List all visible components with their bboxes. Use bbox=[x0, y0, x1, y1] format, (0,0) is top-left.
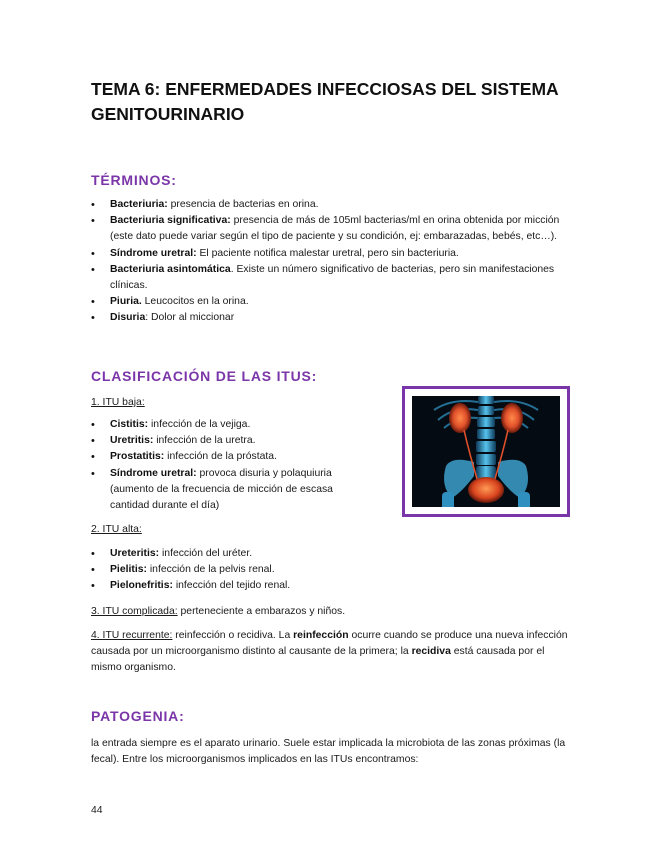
terminos-heading: TÉRMINOS: bbox=[91, 172, 177, 188]
list-item: • Prostatitis: infección de la próstata. bbox=[91, 449, 371, 465]
list-item: • Bacteriuria: presencia de bacterias en orina. bbox=[91, 197, 571, 213]
urinary-tract-xray-image bbox=[412, 396, 560, 507]
list-item: • Pielonefritis: infección del tejido renal. bbox=[91, 578, 391, 594]
clasificacion-heading: CLASIFICACIÓN DE LAS ITUS: bbox=[91, 368, 318, 384]
itu-baja-list bbox=[91, 417, 371, 514]
itu-baja-label: 1. ITU baja: bbox=[91, 397, 145, 408]
list-item: • Ureteritis: infección del uréter. bbox=[91, 546, 391, 562]
page-title: TEMA 6: ENFERMEDADES INFECCIOSAS DEL SISTEMA GENITOURINARIO bbox=[91, 79, 559, 124]
page-number: 44 bbox=[91, 805, 103, 816]
terminos-list bbox=[91, 197, 571, 327]
list-item: • Pielitis: infección de la pelvis renal. bbox=[91, 562, 391, 578]
list-item: • Piuria. Leucocitos en la orina. bbox=[91, 294, 571, 310]
itu-complicada-paragraph: 3. ITU complicada: perteneciente a embarazos y niños. bbox=[91, 606, 346, 617]
itu-alta-label: 2. ITU alta: bbox=[91, 524, 142, 535]
patogenia-heading: PATOGENIA: bbox=[91, 708, 185, 724]
list-item: • Síndrome uretral: El paciente notifica malestar uretral, pero sin bacteriuria. bbox=[91, 246, 571, 262]
list-item: • Bacteriuria significativa: presencia de más de 105ml bacterias/ml en orina obtenida por micción (este dato puede variar según el tipo de paciente y su condición, ej: embarazadas, bebés, etc…). bbox=[91, 213, 571, 245]
itu-recurrente-paragraph: 4. ITU recurrente: reinfección o recidiva. La reinfección ocurre cuando se produce una nueva infección causada por un microorganismo distinto al causante de la primera; la recidiva está causada por el mismo organismo. bbox=[91, 630, 568, 674]
itu-alta-list bbox=[91, 546, 391, 595]
list-item: • Síndrome uretral: provoca disuria y polaquiuria (aumento de la frecuencia de micción de escasa cantidad durante el día) bbox=[91, 466, 371, 515]
list-item: • Uretritis: infección de la uretra. bbox=[91, 433, 371, 449]
xray-image-frame bbox=[402, 386, 570, 517]
list-item: • Cistitis: infección de la vejiga. bbox=[91, 417, 371, 433]
list-item: • Bacteriuria asintomática. Existe un número significativo de bacterias, pero sin manifestaciones clínicas. bbox=[91, 262, 571, 294]
patogenia-paragraph: la entrada siempre es el aparato urinario. Suele estar implicada la microbiota de las zonas próximas (la fecal). Entre los microorganismos implicados en las ITUs encontramos: bbox=[91, 738, 566, 766]
list-item: • Disuria: Dolor al miccionar bbox=[91, 310, 571, 326]
